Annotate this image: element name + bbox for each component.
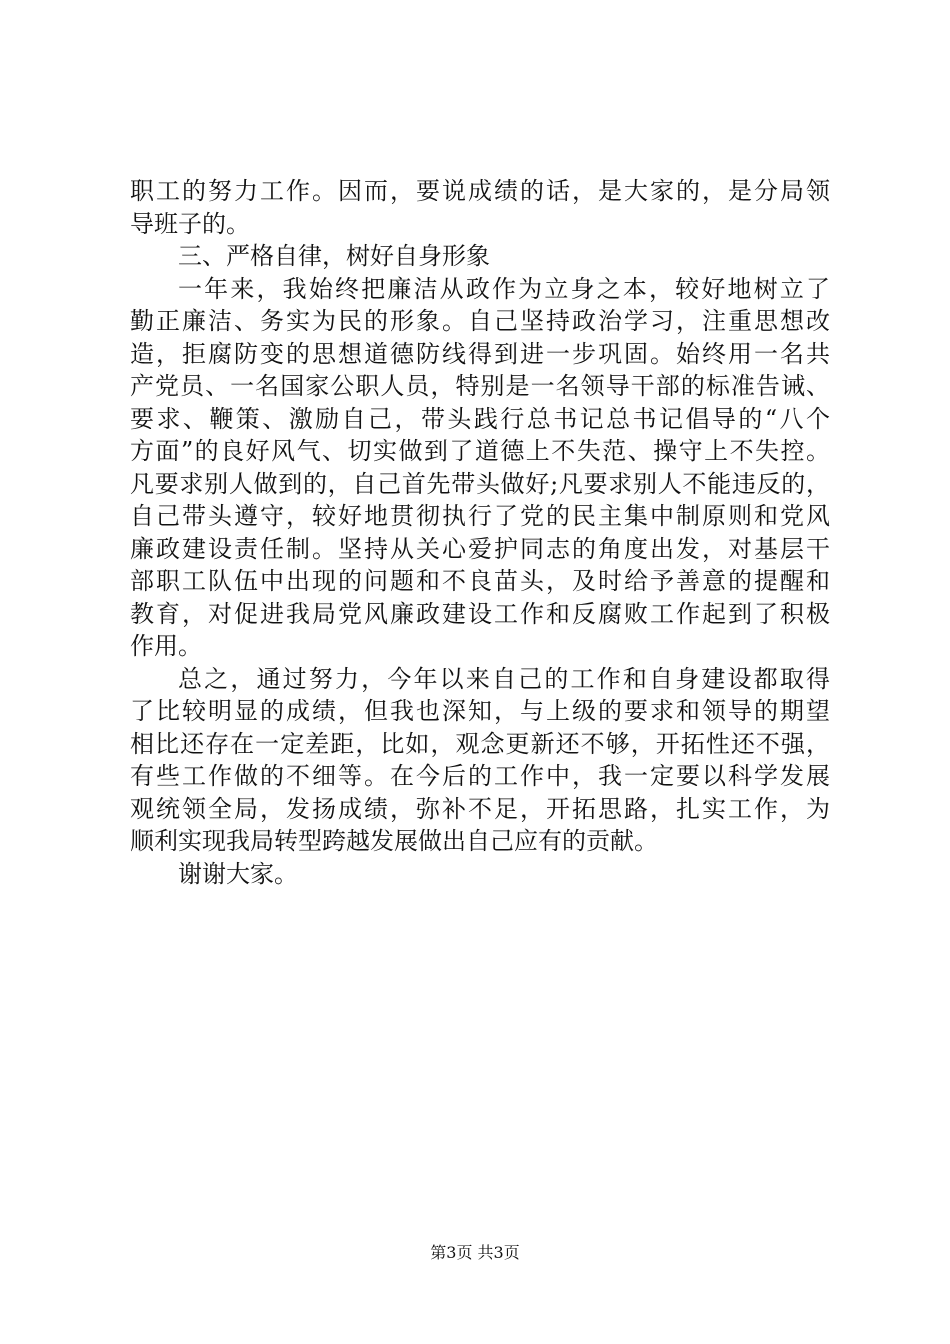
page-footer: 第3页 共3页 [430,1243,520,1262]
document-body [130,175,830,890]
text-line: 总之，通过努力，今年以来自己的工作和自身建设都取得 [178,664,830,693]
text-line: 勤正廉洁、务实为民的形象。自己坚持政治学习，注重思想改 [130,307,830,335]
text-line: 造，拒腐防变的思想道德防线得到进一步巩固。始终用一名共 [130,339,830,368]
text-line: 教育，对促进我局党风廉政建设工作和反腐败工作起到了积极 [130,599,830,628]
text-line: 导班子的。 [130,209,250,238]
text-line: 观统领全局，发扬成绩，弥补不足，开拓思路，扎实工作，为 [130,794,830,823]
text-line: 相比还存在一定差距，比如，观念更新还不够，开拓性还不强， [130,729,830,758]
text-line: 职工的努力工作。因而，要说成绩的话，是大家的，是分局领 [130,177,830,205]
text-line: 作用。 [130,632,202,660]
text-line: 有些工作做的不细等。在今后的工作中，我一定要以科学发展 [130,762,830,790]
text-line: 凡要求别人做到的，自己首先带头做好;凡要求别人不能违反的， [130,469,830,498]
text-line: 要求、鞭策、激励自己，带头践行总书记总书记倡导的“八个 [130,404,830,433]
text-line: 三、严格自律，树好自身形象 [178,242,490,270]
text-line: 了比较明显的成绩，但我也深知，与上级的要求和领导的期望 [130,697,830,725]
text-line: 一年来，我始终把廉洁从政作为立身之本，较好地树立了 [178,274,830,303]
text-line: 谢谢大家。 [178,859,298,888]
text-line: 顺利实现我局转型跨越发展做出自己应有的贡献。 [130,827,658,855]
text-line: 产党员、一名国家公职人员，特别是一名领导干部的标准告诫、 [130,372,830,400]
text-line: 方面”的良好风气、切实做到了道德上不失范、操守上不失控。 [130,437,830,465]
text-line: 自己带头遵守，较好地贯彻执行了党的民主集中制原则和党风 [130,502,830,530]
text-line: 廉政建设责任制。坚持从关心爱护同志的角度出发，对基层干 [130,534,830,563]
text-line: 部职工队伍中出现的问题和不良苗头，及时给予善意的提醒和 [130,567,830,595]
